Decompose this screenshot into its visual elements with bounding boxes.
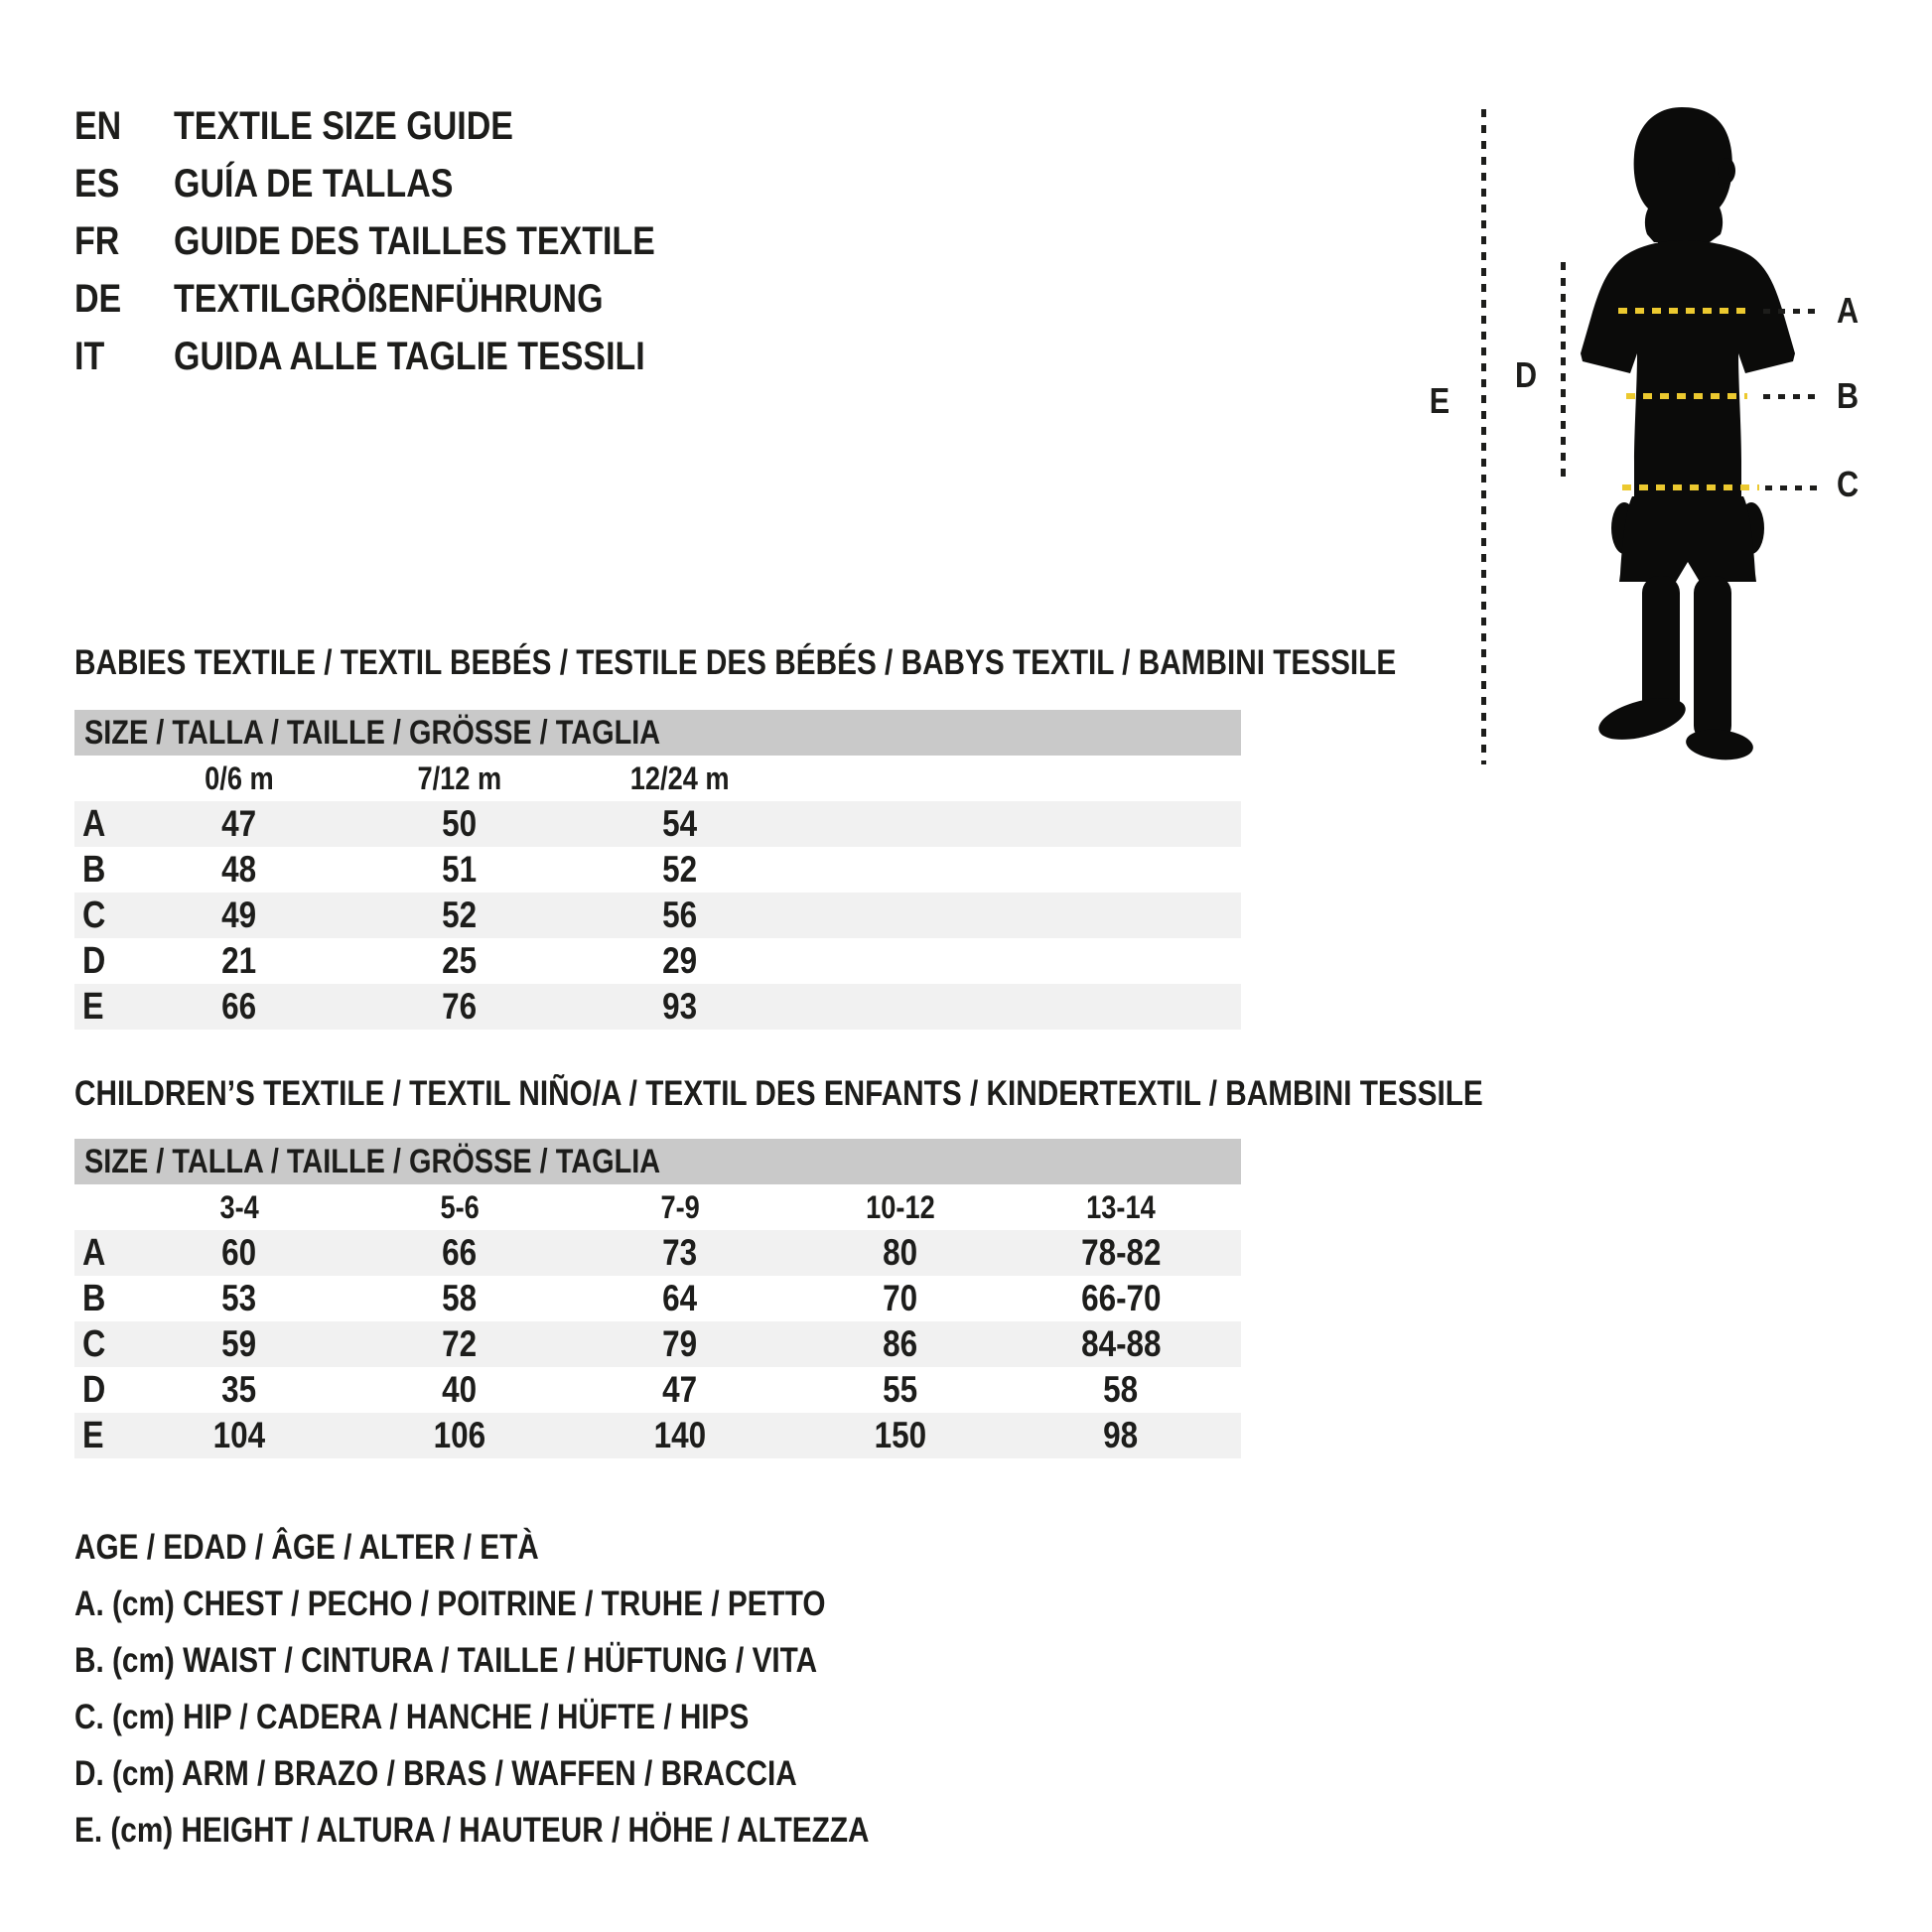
cell (570, 1323, 790, 1365)
col-header-text: 3-4 (219, 1188, 259, 1225)
cell (349, 895, 570, 936)
cell (129, 940, 349, 982)
row-label-text: E (82, 985, 104, 1028)
table-row-b (74, 847, 1241, 893)
row-label (74, 849, 129, 892)
children-size-header-bar (74, 1139, 1241, 1184)
legend-text: C. (cm) HIP / CADERA / HANCHE / HÜFTE / HIPS (74, 1697, 750, 1736)
table-row-d (74, 1367, 1241, 1413)
waist-measure-line-b-yellow (1626, 393, 1747, 399)
babies-section-heading (74, 641, 1629, 685)
row-label (74, 986, 129, 1029)
legend-text: D. (cm) ARM / BRAZO / BRAS / WAFFEN / BRACCIA (74, 1753, 797, 1793)
row-label (74, 1232, 129, 1275)
measurement-legend (74, 1519, 1010, 1859)
table-row-c (74, 893, 1241, 938)
children-heading-text: CHILDREN’S TEXTILE / TEXTIL NIÑO/A / TEXTIL DES ENFANTS / KINDERTEXTIL / BAMBINI TESSILE (74, 1074, 1483, 1113)
cell-text: 73 (662, 1232, 698, 1273)
row-label-text: D (82, 1368, 106, 1411)
cell-text: 66 (221, 986, 257, 1027)
cell-text: 54 (662, 803, 698, 844)
table-row-a (74, 801, 1241, 847)
cell (129, 1415, 349, 1456)
table-row-a (74, 1230, 1241, 1276)
label-b-text: B (1836, 375, 1860, 416)
cell-text: 50 (442, 803, 478, 844)
cell-text: 66-70 (1080, 1278, 1162, 1318)
cell (129, 895, 349, 936)
cell (349, 1323, 570, 1365)
cell-text: 98 (1103, 1415, 1139, 1455)
col-header-text: 0/6 m (205, 759, 274, 796)
lang-row-de (74, 270, 740, 328)
row-label-text: E (82, 1414, 104, 1456)
cell (129, 1232, 349, 1274)
cell-text: 59 (221, 1323, 257, 1364)
legend-text: AGE / EDAD / ÂGE / ALTER / ETÀ (74, 1527, 539, 1567)
table-row-c (74, 1321, 1241, 1367)
cell (349, 1232, 570, 1274)
table-row-e (74, 1413, 1241, 1458)
cell (570, 849, 790, 891)
cell-text: 56 (662, 895, 698, 935)
col-header-text: 12/24 m (630, 759, 730, 796)
row-label-text: A (82, 1231, 106, 1274)
col-header (349, 1189, 570, 1226)
lang-code: IT (74, 334, 105, 378)
cell-text: 52 (442, 895, 478, 935)
cell-text: 58 (442, 1278, 478, 1318)
col-header-text: 7/12 m (417, 759, 502, 796)
lang-row-en (74, 97, 740, 155)
cell (570, 803, 790, 845)
cell-text: 72 (442, 1323, 478, 1364)
babies-size-header-bar (74, 710, 1241, 756)
legend-c-hip (74, 1689, 1010, 1745)
lang-code: FR (74, 218, 120, 263)
cell (570, 986, 790, 1028)
col-header-text: 5-6 (440, 1188, 480, 1225)
legend-age (74, 1519, 1010, 1576)
cell (790, 1415, 1011, 1456)
cell (349, 940, 570, 982)
row-label (74, 895, 129, 937)
row-label (74, 1323, 129, 1366)
waist-measure-line-b (1763, 394, 1823, 399)
children-section-heading (74, 1072, 1731, 1116)
cell-text: 21 (221, 940, 257, 981)
legend-text: B. (cm) WAIST / CINTURA / TAILLE / HÜFTUNG / VITA (74, 1640, 818, 1680)
babies-column-header-row (74, 756, 1241, 801)
cell-text: 70 (883, 1278, 918, 1318)
row-label (74, 1278, 129, 1320)
col-header (570, 1189, 790, 1226)
row-label-text: C (82, 1322, 106, 1365)
cell-text: 47 (662, 1369, 698, 1410)
table-row-d (74, 938, 1241, 984)
label-a (1835, 289, 1861, 333)
cell (129, 1323, 349, 1365)
cell-text: 25 (442, 940, 478, 981)
cell-text: 93 (662, 986, 698, 1027)
label-c (1835, 463, 1861, 506)
row-label-text: A (82, 802, 106, 845)
col-header (349, 760, 570, 797)
col-header (129, 760, 349, 797)
cell (349, 1415, 570, 1456)
guide-title: TEXTILGRÖßENFÜHRUNG (174, 276, 604, 321)
cell-text: 47 (221, 803, 257, 844)
cell (570, 1369, 790, 1411)
table-row-e (74, 984, 1241, 1030)
legend-d-arm (74, 1745, 1010, 1802)
cell-text: 40 (442, 1369, 478, 1410)
cell-text: 48 (221, 849, 257, 890)
chest-measure-line-a (1763, 309, 1823, 314)
cell (790, 1232, 1011, 1274)
col-header (790, 1189, 1011, 1226)
col-header-text: 10-12 (866, 1188, 935, 1225)
cell-text: 58 (1103, 1369, 1139, 1410)
cell-text: 53 (221, 1278, 257, 1318)
cell (349, 1369, 570, 1411)
row-label-text: B (82, 848, 106, 891)
cell (349, 986, 570, 1028)
col-header (1011, 1189, 1231, 1226)
cell (570, 940, 790, 982)
row-label (74, 1369, 129, 1412)
children-size-table (74, 1139, 1241, 1458)
lang-row-fr (74, 212, 740, 270)
size-header-text: SIZE / TALLA / TAILLE / GRÖSSE / TAGLIA (84, 713, 661, 752)
col-header (570, 760, 790, 797)
label-a-text: A (1836, 290, 1860, 331)
children-column-header-row (74, 1184, 1241, 1230)
legend-e-height (74, 1802, 1010, 1859)
row-label-text: D (82, 939, 106, 982)
cell-text: 80 (883, 1232, 918, 1273)
chest-measure-line-a-yellow (1618, 308, 1751, 314)
cell-text: 140 (653, 1415, 707, 1455)
cell-text: 35 (221, 1369, 257, 1410)
cell-text: 55 (883, 1369, 918, 1410)
babies-size-table (74, 710, 1241, 1030)
cell (1011, 1278, 1231, 1319)
guide-title: TEXTILE SIZE GUIDE (174, 103, 513, 148)
cell-text: 49 (221, 895, 257, 935)
guide-title: GUIDE DES TAILLES TEXTILE (174, 218, 655, 263)
cell-text: 64 (662, 1278, 698, 1318)
row-label-text: C (82, 894, 106, 936)
cell-text: 86 (883, 1323, 918, 1364)
table-row-b (74, 1276, 1241, 1321)
cell (1011, 1369, 1231, 1411)
row-label (74, 1415, 129, 1457)
cell (129, 1278, 349, 1319)
row-label (74, 940, 129, 983)
arm-measure-line-d (1561, 262, 1566, 479)
cell-text: 106 (433, 1415, 486, 1455)
cell (349, 849, 570, 891)
cell-text: 52 (662, 849, 698, 890)
lang-row-es (74, 155, 740, 212)
cell-text: 51 (442, 849, 478, 890)
cell (1011, 1232, 1231, 1274)
cell (790, 1323, 1011, 1365)
cell (349, 803, 570, 845)
cell (129, 1369, 349, 1411)
label-c-text: C (1836, 464, 1860, 504)
cell (129, 849, 349, 891)
cell-text: 78-82 (1080, 1232, 1162, 1273)
label-e-text: E (1429, 380, 1450, 421)
hip-measure-line-c-yellow (1622, 484, 1759, 490)
cell (790, 1278, 1011, 1319)
legend-text: E. (cm) HEIGHT / ALTURA / HAUTEUR / HÖHE / ALTEZZA (74, 1810, 870, 1850)
cell (570, 1278, 790, 1319)
label-d (1513, 353, 1539, 397)
cell-text: 104 (212, 1415, 266, 1455)
row-label-text: B (82, 1277, 106, 1319)
col-header-text: 7-9 (660, 1188, 700, 1225)
cell-text: 79 (662, 1323, 698, 1364)
cell (1011, 1415, 1231, 1456)
lang-code: DE (74, 276, 122, 321)
cell-text: 76 (442, 986, 478, 1027)
cell (1011, 1323, 1231, 1365)
legend-a-chest (74, 1576, 1010, 1632)
cell-text: 150 (874, 1415, 927, 1455)
cell (790, 1369, 1011, 1411)
lang-code: ES (74, 161, 120, 206)
guide-title: GUÍA DE TALLAS (174, 161, 454, 206)
cell-text: 60 (221, 1232, 257, 1273)
guide-title: GUIDA ALLE TAGLIE TESSILI (174, 334, 645, 378)
babies-heading-text: BABIES TEXTILE / TEXTIL BEBÉS / TESTILE DES BÉBÉS / BABYS TEXTIL / BAMBINI TESSILE (74, 643, 1397, 682)
col-header (129, 1189, 349, 1226)
cell-text: 29 (662, 940, 698, 981)
cell-text: 66 (442, 1232, 478, 1273)
size-header-text: SIZE / TALLA / TAILLE / GRÖSSE / TAGLIA (84, 1142, 661, 1180)
lang-row-it (74, 328, 740, 385)
legend-text: A. (cm) CHEST / PECHO / POITRINE / TRUHE / PETTO (74, 1584, 826, 1623)
cell-text: 84-88 (1080, 1323, 1162, 1364)
row-label (74, 803, 129, 846)
cell (570, 1415, 790, 1456)
lang-code: EN (74, 103, 122, 148)
col-header-text: 13-14 (1086, 1188, 1156, 1225)
cell (570, 895, 790, 936)
label-d-text: D (1514, 354, 1538, 395)
cell (570, 1232, 790, 1274)
label-b (1835, 374, 1861, 418)
label-e (1428, 379, 1451, 423)
legend-b-waist (74, 1632, 1010, 1689)
hip-measure-line-c (1765, 485, 1823, 490)
cell (129, 986, 349, 1028)
cell (349, 1278, 570, 1319)
cell (129, 803, 349, 845)
language-title-list (74, 97, 740, 385)
